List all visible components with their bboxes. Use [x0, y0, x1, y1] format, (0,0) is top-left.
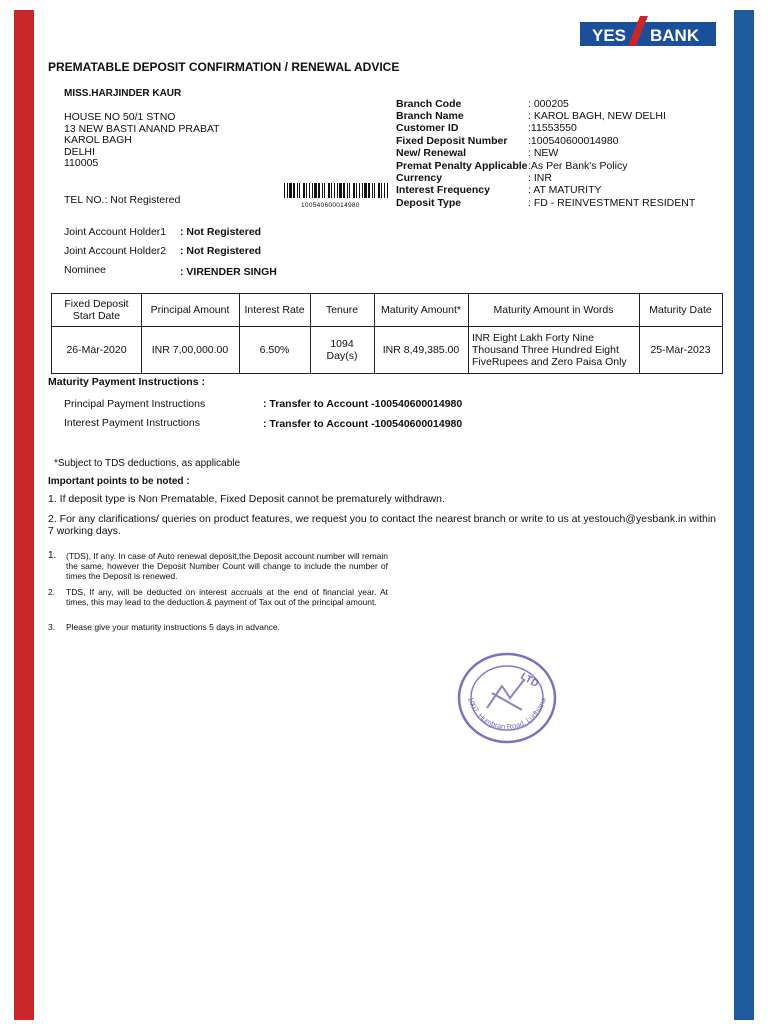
note-text: Please give your maturity instructions 5 days in advance. — [66, 622, 281, 632]
barcode-number: 100540600014980 — [301, 202, 360, 209]
detail-value: : 000205 — [528, 98, 569, 110]
table-header: Maturity Date — [649, 304, 712, 316]
svg-text:BANK: BANK — [650, 26, 700, 45]
svg-text:YES: YES — [592, 26, 627, 45]
address-line: 13 NEW BASTI ANAND PRABAT — [64, 123, 220, 135]
table-header: Fixed Deposit Start Date — [64, 298, 129, 322]
holder-value: : Not Registered — [180, 245, 262, 257]
table-header: Interest Rate — [244, 304, 305, 316]
detail-label: Customer ID — [396, 122, 459, 134]
holder-value: : Not Registered — [180, 226, 262, 238]
address-line: 110005 — [64, 157, 99, 169]
note-text: (TDS), If any. In case of Auto renewal deposit,the Deposit account number will remain the same, however the Deposit Number Count will change to include the number of times the Deposit is renewed. — [66, 551, 388, 581]
yes-bank-logo-icon — [578, 14, 718, 50]
nominee-value: : VIRENDER SINGH — [180, 266, 277, 278]
detail-value: : FD - REINVESTMENT RESIDENT — [528, 197, 696, 209]
right-blue-border — [734, 10, 754, 1020]
note-number: 3. — [48, 622, 56, 632]
detail-value: : INR — [528, 172, 552, 184]
detail-label: Premat Penalty Applicable — [396, 160, 528, 172]
instruction-label: Interest Payment Instructions — [64, 417, 200, 429]
address-line: DELHI — [64, 146, 95, 158]
telephone: TEL NO.: Not Registered — [64, 194, 181, 206]
instruction-value: : Transfer to Account -100540600014980 — [263, 418, 463, 430]
detail-value: : AT MATURITY — [528, 184, 602, 196]
detail-label: New/ Renewal — [396, 147, 467, 159]
table-cell: 6.50% — [259, 344, 290, 356]
detail-label: Currency — [396, 172, 443, 184]
document-title: PREMATABLE DEPOSIT CONFIRMATION / RENEWAL ADVICE — [48, 60, 400, 74]
note-number: 1. — [48, 550, 57, 561]
holder-label: Joint Account Holder2 — [64, 245, 167, 257]
nominee-label: Nominee — [64, 264, 107, 276]
detail-label: Branch Code — [396, 98, 462, 110]
table-cell: 25-Mar-2023 — [650, 344, 711, 356]
important-point: 2. For any clarifications/ queries on product features, we request you to contact the nearest branch or write to us at yestouch@yesbank.in within 7 working days. — [48, 513, 716, 537]
svg-text:LTD: LTD — [518, 671, 541, 690]
detail-value: :11553550 — [528, 122, 577, 134]
detail-label: Interest Frequency — [396, 184, 490, 196]
deposit-table — [51, 293, 723, 374]
table-cell: 26-Mar-2020 — [66, 344, 127, 356]
note-text: TDS, If any, will be deducted on interest accruals at the end of financial year. At times, this may lead to the deduction & payment of Tax out of the principal amount. — [66, 587, 388, 607]
detail-label: Branch Name — [396, 110, 464, 122]
table-cell: INR Eight Lakh Forty Nine Thousand Three Hundred Eight FiveRupees and Zero Paisa Only — [472, 332, 627, 368]
tds-note: *Subject to TDS deductions, as applicable — [54, 458, 241, 469]
maturity-instructions-title: Maturity Payment Instructions : — [48, 376, 205, 388]
important-point: 1. If deposit type is Non Prematable, Fixed Deposit cannot be prematurely withdrawn. — [48, 493, 445, 505]
detail-value: : KAROL BAGH, NEW DELHI — [528, 110, 666, 122]
note-number: 2. — [48, 587, 56, 597]
holder-label: Joint Account Holder1 — [64, 226, 167, 238]
instruction-label: Principal Payment Instructions — [64, 398, 206, 410]
detail-label: Fixed Deposit Number — [396, 135, 508, 147]
table-header: Principal Amount — [150, 304, 230, 316]
detail-value: : NEW — [528, 147, 559, 159]
detail-value: :100540600014980 — [528, 135, 619, 147]
customer-name: MISS.HARJINDER KAUR — [64, 88, 182, 99]
table-cell: 1094 Day(s) — [326, 338, 358, 362]
instruction-value: : Transfer to Account -100540600014980 — [263, 398, 463, 410]
table-header: Tenure — [325, 304, 359, 316]
table-header: Maturity Amount* — [381, 304, 461, 316]
table-header: Maturity Amount in Words — [493, 304, 614, 316]
detail-label: Deposit Type — [396, 197, 462, 209]
seal-stamp-icon — [452, 648, 562, 748]
left-red-border — [14, 10, 34, 1020]
detail-value: :As Per Bank's Policy — [528, 160, 628, 172]
address-line: HOUSE NO 50/1 STNO — [64, 111, 176, 123]
svg-text:1007, Humbran Road, Ludhiana: 1007, Humbran Road, Ludhiana — [466, 696, 548, 732]
important-points-title: Important points to be noted : — [48, 476, 190, 487]
barcode-icon — [284, 183, 388, 198]
address-line: KAROL BAGH — [64, 134, 132, 146]
table-cell: INR 8,49,385.00 — [382, 344, 460, 356]
table-cell: INR 7,00,000.00 — [151, 344, 229, 356]
